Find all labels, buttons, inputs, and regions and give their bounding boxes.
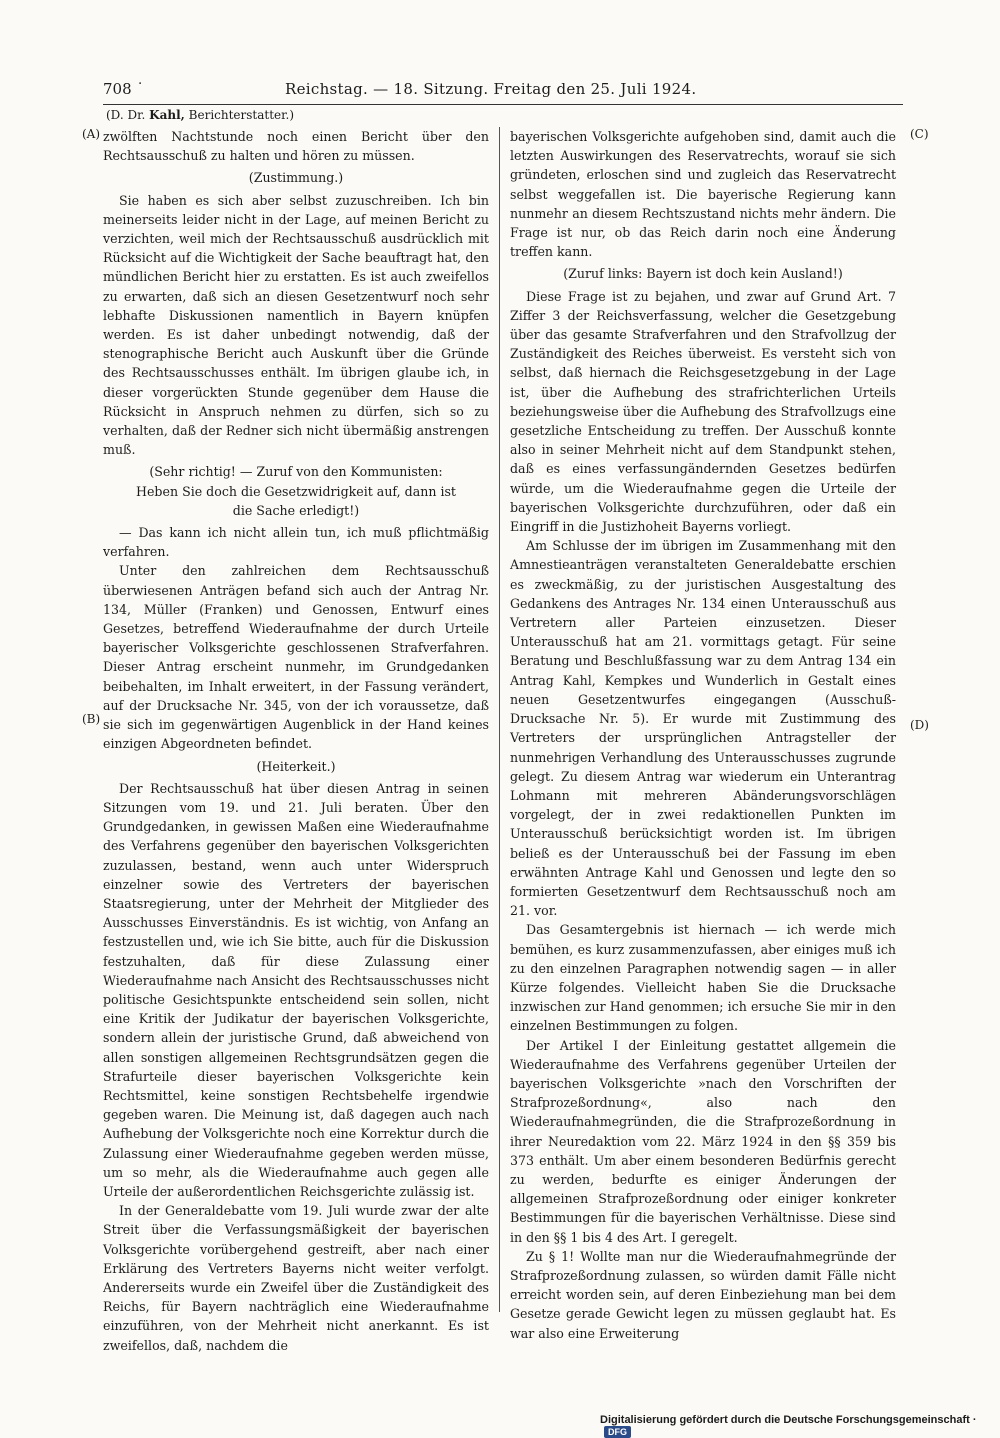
page-number: 708 ˙ — [103, 80, 144, 98]
paragraph: Das Gesamtergebnis ist hiernach — ich werde mich bemühen, es kurz zusammenzufassen, aber einiges muß ich zu den einzelnen Paragraphen notwendig sagen — in aller Kürze folgendes. Vielleicht haben Sie die Drucksache inzwischen zur Hand genommen; ich ersuche Sie mir in den einzelnen Bestimmungen zu folgen. — [510, 922, 896, 1034]
paragraph: Diese Frage ist zu bejahen, und zwar auf Grund Art. 7 Ziffer 3 der Reichsverfassung, welcher die Gesetzgebung über das gesamte Strafverfahren und den Strafvollzug der Zuständigkeit des Reiches überweist. Es versteht sich von selbst, daß hiernach die Reichsgesetzgebung in der Lage ist, über die Aufhebung des strafrichterlichen Urteils beziehungsweise über die Aufhebung des Strafvollzugs eine gesetzliche Entscheidung zu treffen. Der Ausschuß konnte also in seiner Mehrheit nicht auf dem Standpunkt stehen, daß es eines verfassungändernden Gesetzes bedürfen würde, um die Wiederaufnahme gegen die Urteile der bayerischen Volksgerichte durchzuführen, oder daß ein Eingriff in die Justizhoheit Bayerns vorliegt. — [510, 288, 896, 535]
paragraph: In der Generaldebatte vom 19. Juli wurde zwar der alte Streit über die Verfassungsmäßigkeit der bayerischen Volksgerichte vorübergehend gestreift, aber nach einer Erklärung des Vertreters Bayerns nicht weiter verfolgt. Andererseits wurde ein Zweifel über die Zuständigkeit des Reichs, für Bayern nachträglich eine Wiederaufnahme einzuführen, von der Mehrheit nicht anerkannt. Es ist zweifellos, daß, nachdem die — [103, 1203, 489, 1353]
paragraph: Am Schlusse der im übrigen im Zusammenhang mit den Amnestieanträgen veranstalteten Generaldebatte erschien es zweckmäßig, zu der juristischen Ausgestaltung des Gedankens des Antrages Nr. 134 einen Unterausschuß aus Vertretern aller Parteien einzusetzen. Dieser Unterausschuß hat am 21. vormittags getagt. Für seine Beratung und Beschlußfassung war zu dem Antrag 134 ein Antrag Kahl, Kempkes und Wunderlich in Gestalt eines neuen Gesetzentwurfes eingegangen (Ausschuß-Drucksache Nr. 5). Er wurde mit Zustimmung des Vertreters der ursprünglichen Antragsteller der nunmehrigen Verhandlung des Unterausschusses zugrunde gelegt. Zu diesem Antrag war wiederum ein Unterantrag Lohmann mit mehreren Abänderungsvorschlägen vorgelegt, der in zwei redaktionellen Punkten im Unterausschuß berücksichtigt worden ist. Im übrigen beließ es der Unterausschuß bei der Fassung im eben erwähnten Antrage Kahl und Genossen und legte den so formierten Gesetzentwurf dem Rechtsausschuß noch am 21. vor. — [510, 538, 896, 919]
paragraph: Unter den zahlreichen dem Rechtsausschuß überwiesenen Anträgen befand sich auch der Antrag Nr. 134, Müller (Franken) und Genossen, Entwurf eines Gesetzes, betreffend Wiederaufnahme der durch Urteile bayerischer Volksgerichte geschlossenen Strafverfahren. Dieser Antrag erscheint nunmehr, im Grundgedanken beibehalten, im Inhalt erweitert, in der Fassung verändert, auf der Drucksache Nr. 345, von der ich voraussetze, daß sie sich im gegenwärtigen Augenblick in der Hand keines einzigen Abgeordneten befindet. — [103, 563, 489, 752]
interjection: (Sehr richtig! — Zuruf von den Kommunisten: Heben Sie doch die Gesetzwidrigkeit auf, dann ist die Sache erledigt!) — [136, 464, 456, 518]
interjection: (Zustimmung.) — [248, 170, 344, 186]
interjection: (Zuruf links: Bayern ist doch kein Ausland!) — [563, 266, 843, 282]
column-divider — [499, 127, 500, 1312]
dfg-logo: DFG — [604, 1426, 631, 1438]
margin-marker-a: (A) — [82, 127, 101, 141]
digitization-credit: Digitalisierung gefördert durch die Deutsche Forschungsgemeinschaft ·DFG — [600, 1414, 977, 1437]
paragraph: zwölften Nachtstunde noch einen Bericht über den Rechtsausschuß zu halten und hören zu müssen. — [103, 129, 489, 164]
running-head-title: Reichstag. — 18. Sitzung. Freitag den 25. Juli 1924. — [285, 80, 697, 98]
paragraph: Sie haben es sich aber selbst zuzuschreiben. Ich bin meinerseits leider nicht in der Lage, auf meinen Bericht zu verzichten, weil mich der Rechtsausschuß ausdrücklich mit Rücksicht auf die Wichtigkeit der Sache beauftragt hat, den mündlichen Bericht hier zu erstatten. Es ist auch zweifellos zu erwarten, daß sich an diesen Gesetzentwurf noch sehr lebhafte Diskussionen namentlich in Bayern knüpfen werden. Es ist daher unbedingt notwendig, daß der stenographische Bericht auch Auskunft über die Gründe des Rechtsausschusses enthält. Im übrigen glaube ich, in dieser vorgerückten Stunde gegenüber dem Hause die Rücksicht in Anspruch nehmen zu dürfen, sich so zu verhalten, daß der Redner sich nicht übermäßig anstrengen muß. — [103, 192, 489, 458]
paragraph: Der Artikel I der Einleitung gestattet allgemein die Wiederaufnahme des Verfahrens gegenüber Urteilen der bayerischen Volksgerichte »nach den Vorschriften der Strafprozeßordnung«, also nach den Wiederaufnahmegründen, die die Strafprozeßordnung in ihrer Neuredaktion vom 22. März 1924 in den §§ 359 bis 373 enthält. Um aber einem besonderen Bedürfnis gerecht zu werden, bedurfte es einiger Änderungen der allgemeinen Strafprozeßordnung oder einiger konkreter Bestimmungen für die bayerischen Verhältnisse. Diese sind in den §§ 1 bis 4 des Art. I geregelt. — [510, 1037, 896, 1245]
right-column — [510, 127, 896, 1343]
header-rule — [103, 104, 903, 105]
interjection: (Heiterkeit.) — [256, 758, 336, 774]
paragraph: Der Rechtsausschuß hat über diesen Antrag in seinen Sitzungen vom 19. und 21. Juli beraten. Über den Grundgedanken, in gewissen Maßen eine Wiederaufnahme des Verfahrens gegenüber den bayerischen Volksgerichten zuzulassen, bestand, wenn auch unter Widerspruch einzelner sowie des Vertreters der bayerischen Staatsregierung, unter der Mehrheit der Mitglieder des Ausschusses Einverständnis. Es ist wichtig, von Anfang an festzustellen und, wie ich Sie bitte, auch für die Diskussion festzuhalten, daß für diese Zulassung einer Wiederaufnahme nach Ansicht des Rechtsausschusses nicht politische Gesichtspunkte entscheidend sein sollen, nicht eine Kritik der Judikatur der bayerischen Volksgerichte, sondern allein der juristische Grund, daß abweichend von allen sonstigen allgemeinen Rechtsgrundsätzen gegen die Strafurteile dieser bayerischen Volksgerichte kein Rechtsmittel, keine sonstigen Rechtsbehelfe irgendwie gegeben waren. Die Meinung ist, daß dagegen auch nach Aufhebung der Volksgerichte noch eine Korrektur durch die Zulassung einer Wiederaufnahme gegeben werden müsse, um so mehr, als die Wiederaufnahme auch gegen alle Urteile der außerordentlichen Reichsgerichte zulässig ist. — [103, 780, 489, 1199]
paragraph: Zu § 1! Wollte man nur die Wiederaufnahmegründe der Strafprozeßordnung zulassen, so würden damit Fälle nicht erreicht worden sein, auf deren Einbeziehung man bei dem Gesetze gerade Gewicht legen zu müssen geglaubt hat. Es war also eine Erweiterung — [510, 1248, 896, 1341]
paragraph: — Das kann ich nicht allein tun, ich muß pflichtmäßig verfahren. — [103, 525, 489, 560]
margin-marker-b: (B) — [82, 712, 101, 726]
running-header — [0, 80, 1000, 104]
speaker-line: (D. Dr. Kahl, Berichterstatter.) — [106, 108, 295, 122]
margin-marker-c: (C) — [910, 127, 929, 141]
speaker-name: Kahl, — [149, 108, 185, 122]
margin-marker-d: (D) — [910, 718, 929, 732]
left-column — [103, 127, 489, 1355]
paragraph: bayerischen Volksgerichte aufgehoben sind, damit auch die letzten Auswirkungen des Reservatrechts, worauf sie sich gründeten, erloschen sind und zugleich das Reservatrecht selbst weggefallen ist. Die bayerische Regierung kann nunmehr an diesem Rechtszustand nichts mehr ändern. Die Frage ist nur, ob das Reich darin noch eine Änderung treffen kann. — [510, 129, 896, 260]
